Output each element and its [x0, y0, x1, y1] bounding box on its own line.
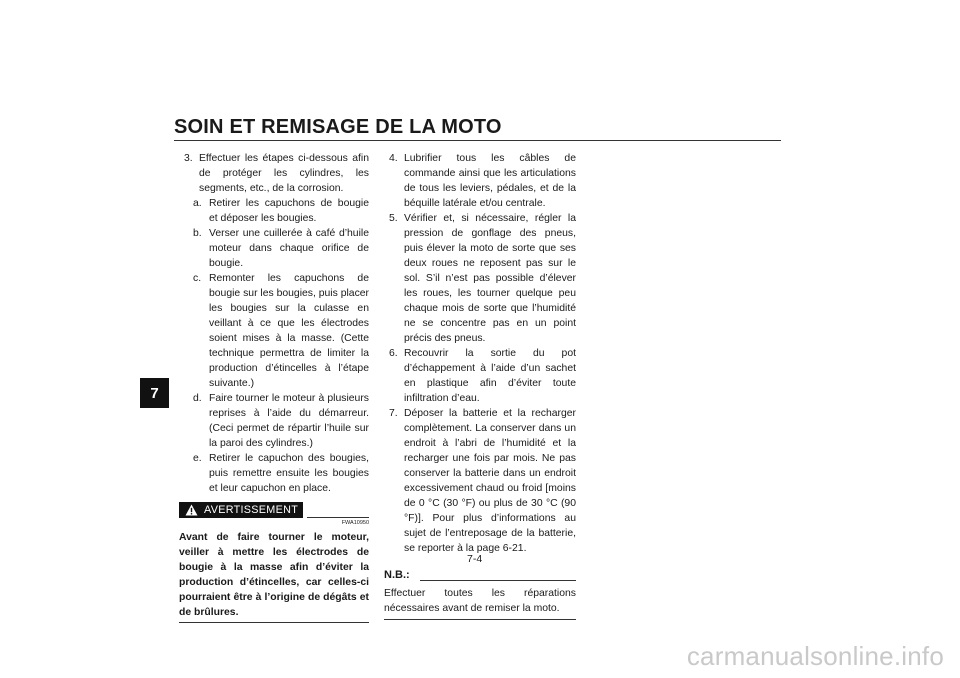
item-text: Déposer la batterie et la recharger complètement. La conserver dans un endroit à l’abri de l’humidité et la recharger une fois par mois. Ne pas conserver la batterie dans un endroit excessivement chaud ou froid [moins de 0 °C (30 °F) ou plus de 30 °C (90 °F)]. Pour plus d’informations au sujet de l’entreposage de la batterie, se reporter à la page 6-21. — [404, 408, 576, 554]
right-column — [384, 151, 576, 620]
sub-letter: c. — [193, 273, 202, 284]
note-rule — [420, 580, 576, 581]
item-number: 3. — [184, 153, 193, 164]
warning-label: AVERTISSEMENT — [204, 503, 299, 516]
list-item-7 — [384, 406, 576, 556]
sub-letter: b. — [193, 228, 202, 239]
sub-text: Faire tourner le moteur à plusieurs reprises à l’aide du démarreur. (Ceci permet de répartir l’huile sur la paroi des cylindres.) — [209, 393, 369, 449]
note-text: Effectuer toutes les réparations nécessaires avant de remiser la moto. — [384, 586, 576, 620]
sub-text: Retirer le capuchon des bougies, puis remettre ensuite les bougies et leur capuchon en place. — [209, 453, 369, 494]
sub-text: Retirer les capuchons de bougie et déposer les bougies. — [209, 198, 369, 224]
note-header — [384, 568, 576, 584]
warning-rule — [307, 517, 369, 518]
watermark: carmanualsonline.info — [686, 641, 944, 671]
sub-letter: a. — [193, 198, 202, 209]
sub-item-b — [179, 226, 369, 271]
sub-item-e — [179, 451, 369, 496]
item-text: Recouvrir la sortie du pot d’échappement à l’aide d’un sachet en plastique afin d’éviter toute infiltration d’eau. — [404, 348, 576, 404]
left-column — [179, 151, 369, 623]
note-label: N.B.: — [384, 569, 413, 581]
sub-item-d — [179, 391, 369, 451]
title-rule — [174, 140, 781, 141]
item-number: 6. — [389, 348, 398, 359]
item-number: 4. — [389, 153, 398, 164]
sub-text: Verser une cuillerée à café d’huile moteur dans chaque orifice de bougie. — [209, 228, 369, 269]
warning-header — [179, 502, 369, 519]
warning-triangle-icon — [185, 504, 198, 516]
item-number: 7. — [389, 408, 398, 419]
list-item-5 — [384, 211, 576, 346]
warning-badge — [179, 502, 303, 518]
sub-item-a — [179, 196, 369, 226]
sub-text: Remonter les capuchons de bougie sur les bougies, puis placer les bougies sur la culasse en veillant à ce que les électrodes soient mises à la masse. (Cette technique permettra de limiter la production d’étincelles à l’étape suivante.) — [209, 273, 369, 389]
item-text: Vérifier et, si nécessaire, régler la pression de gonflage des pneus, puis élever la moto de sorte que ses deux roues ne reposent pas sur le sol. S’il n’est pas possible d’élever les roues, les tourner quelque peu chaque mois de sorte que l’humidité ne se concentre pas en un point précis des pneus. — [404, 213, 576, 344]
page-title: SOIN ET REMISAGE DE LA MOTO — [174, 116, 502, 138]
warning-text: Avant de faire tourner le moteur, veiller à mettre les électrodes de bougie à la masse afin d’éviter la production d’étincelles, car celles-ci pourraient être à l’origine de dégâts et de brûlures. — [179, 530, 369, 623]
sub-letter: e. — [193, 453, 202, 464]
list-item-6 — [384, 346, 576, 406]
list-item-4 — [384, 151, 576, 211]
sub-letter: d. — [193, 393, 202, 404]
chapter-tab: 7 — [140, 378, 169, 408]
item-text: Effectuer les étapes ci-dessous afin de protéger les cylindres, les segments, etc., de la corrosion. — [199, 153, 369, 194]
warning-code: FWA10950 — [341, 520, 369, 526]
sub-item-c — [179, 271, 369, 391]
item-number: 5. — [389, 213, 398, 224]
item-text: Lubrifier tous les câbles de commande ainsi que les articulations de tous les leviers, pédales, et de la béquille latérale et/ou centrale. — [404, 153, 576, 209]
page-number: 7-4 — [467, 553, 483, 565]
list-item-3 — [179, 151, 369, 196]
